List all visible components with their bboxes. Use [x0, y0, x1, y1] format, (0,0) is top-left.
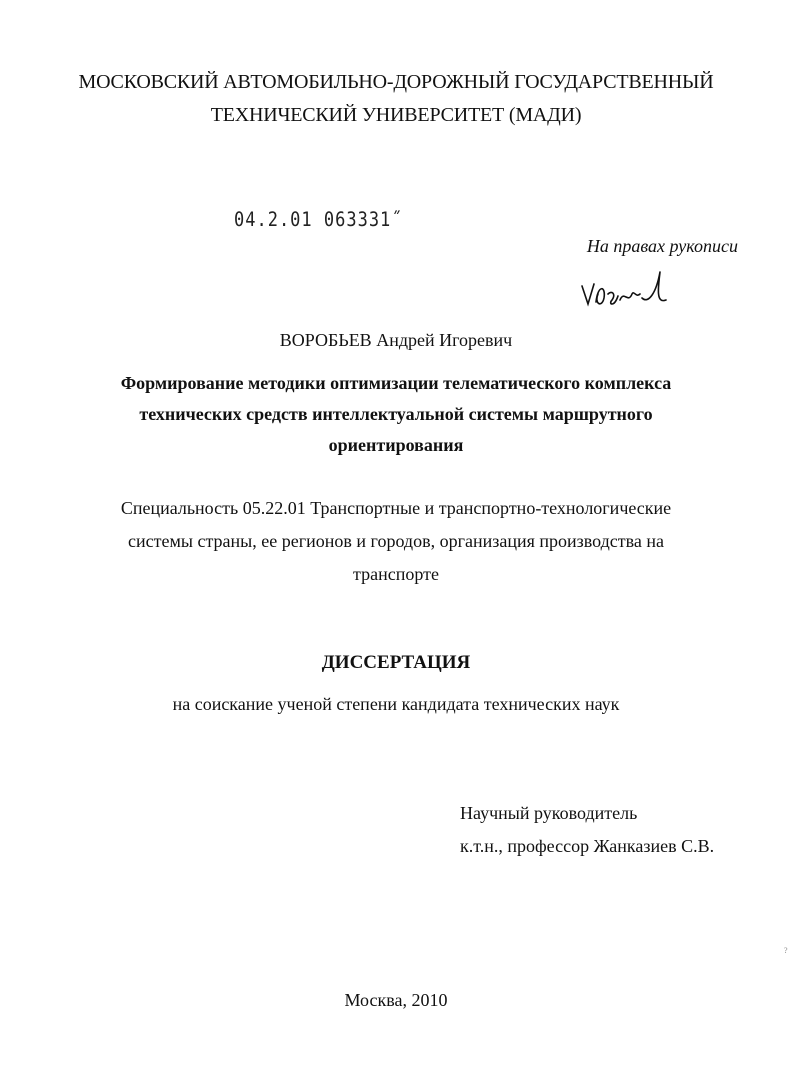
author-name: ВОРОБЬЕВ Андрей Игоревич [279, 330, 513, 350]
specialty-line-2: системы страны, ее регионов и городов, организация производства на [128, 531, 664, 551]
specialty-line-1: Специальность 05.22.01 Транспортные и транспортно-технологические [120, 498, 672, 518]
title-line-3: ориентирования [328, 435, 464, 455]
margin-mark: ? [784, 946, 788, 955]
supervisor-name: к.т.н., профессор Жанказиев С.В. [460, 836, 715, 856]
specialty-line-3: транспорте [353, 564, 439, 584]
specialty [0, 492, 792, 591]
place-year: Москва, 2010 [344, 990, 448, 1010]
rights-note: На правах рукописи [586, 236, 738, 256]
registration-stamp: 04.2.01 063331˝ [234, 208, 403, 232]
supervisor-label: Научный руководитель [460, 803, 638, 823]
degree-line: на соискание ученой степени кандидата технических наук [172, 694, 620, 714]
university-line-1: МОСКОВСКИЙ АВТОМОБИЛЬНО-ДОРОЖНЫЙ ГОСУДАРСТВЕННЫЙ [78, 71, 714, 93]
document-type: ДИССЕРТАЦИЯ [321, 652, 471, 673]
title-line-1: Формирование методики оптимизации телематического комплекса [120, 373, 672, 393]
dissertation-title [0, 368, 792, 461]
university-line-2: ТЕХНИЧЕСКИЙ УНИВЕРСИТЕТ (МАДИ) [210, 104, 582, 126]
university-name [0, 66, 792, 132]
signature-icon [578, 264, 674, 312]
supervisor-block [460, 797, 714, 863]
title-line-2: технических средств интеллектуальной системы маршрутного [139, 404, 653, 424]
